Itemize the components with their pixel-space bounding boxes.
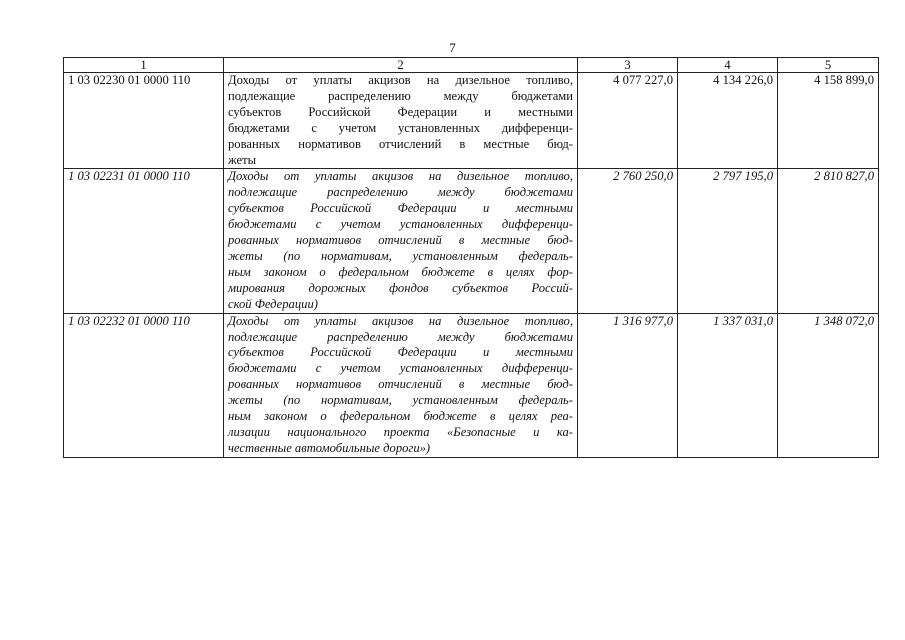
column-header-5: 5 <box>778 58 879 73</box>
description-line: ным законом о федеральном бюджете в целях фор- <box>228 264 573 279</box>
page-number: 7 <box>449 40 456 55</box>
description-line: Доходы от уплаты акцизов на дизельное топливо, <box>228 169 573 184</box>
budget-table <box>63 57 879 458</box>
value-cell-col4: 1 337 031,0 <box>678 313 778 457</box>
description-line: подлежащие распределению между бюджетами <box>228 185 573 200</box>
description-cell <box>224 73 578 169</box>
description-cell <box>224 313 578 457</box>
value-cell-col5: 1 348 072,0 <box>778 313 879 457</box>
value-cell-col5: 4 158 899,0 <box>778 73 879 169</box>
description-line: ской Федерации) <box>228 296 318 311</box>
description-line: подлежащие распределению между бюджетами <box>228 329 573 344</box>
column-header-4: 4 <box>678 58 778 73</box>
table-row <box>64 73 879 169</box>
description-line: рованных нормативов отчислений в местные бюд- <box>228 233 573 248</box>
header-row <box>64 58 879 73</box>
description-line: бюджетами с учетом установленных дифференци- <box>228 361 573 376</box>
description-line: жеты <box>228 152 257 167</box>
value-cell-col4: 2 797 195,0 <box>678 169 778 313</box>
description-line: лизации национального проекта «Безопасные и ка- <box>228 424 573 439</box>
description-line: ным законом о федеральном бюджете в целях реа- <box>228 409 573 424</box>
column-header-3: 3 <box>578 58 678 73</box>
description-line: субъектов Российской Федерации и местными <box>228 201 573 216</box>
column-header-2: 2 <box>224 58 578 73</box>
description-line: бюджетами с учетом установленных дифференци- <box>228 120 573 135</box>
description-line: рованных нормативов отчислений в местные бюд- <box>228 136 573 151</box>
description-line: жеты (по нормативам, установленным федераль- <box>228 248 573 263</box>
description-line: мирования дорожных фондов субъектов Россий- <box>228 280 573 295</box>
description-line: субъектов Российской Федерации и местными <box>228 104 573 119</box>
description-line: рованных нормативов отчислений в местные бюд- <box>228 377 573 392</box>
value-cell-col3: 4 077 227,0 <box>578 73 678 169</box>
table-row <box>64 169 879 313</box>
budget-code-cell: 1 03 02230 01 0000 110 <box>64 73 224 169</box>
description-line: субъектов Российской Федерации и местными <box>228 345 573 360</box>
column-header-1: 1 <box>64 58 224 73</box>
table-row <box>64 313 879 457</box>
value-cell-col5: 2 810 827,0 <box>778 169 879 313</box>
description-line: Доходы от уплаты акцизов на дизельное топливо, <box>228 313 573 328</box>
description-line: подлежащие распределению между бюджетами <box>228 88 573 103</box>
description-line: чественные автомобильные дороги») <box>228 440 431 455</box>
value-cell-col4: 4 134 226,0 <box>678 73 778 169</box>
value-cell-col3: 1 316 977,0 <box>578 313 678 457</box>
description-line: жеты (по нормативам, установленным федераль- <box>228 393 573 408</box>
budget-code-cell: 1 03 02232 01 0000 110 <box>64 313 224 457</box>
description-cell <box>224 169 578 313</box>
budget-code-cell: 1 03 02231 01 0000 110 <box>64 169 224 313</box>
value-cell-col3: 2 760 250,0 <box>578 169 678 313</box>
description-line: бюджетами с учетом установленных дифференци- <box>228 217 573 232</box>
description-line: Доходы от уплаты акцизов на дизельное топливо, <box>228 73 573 87</box>
